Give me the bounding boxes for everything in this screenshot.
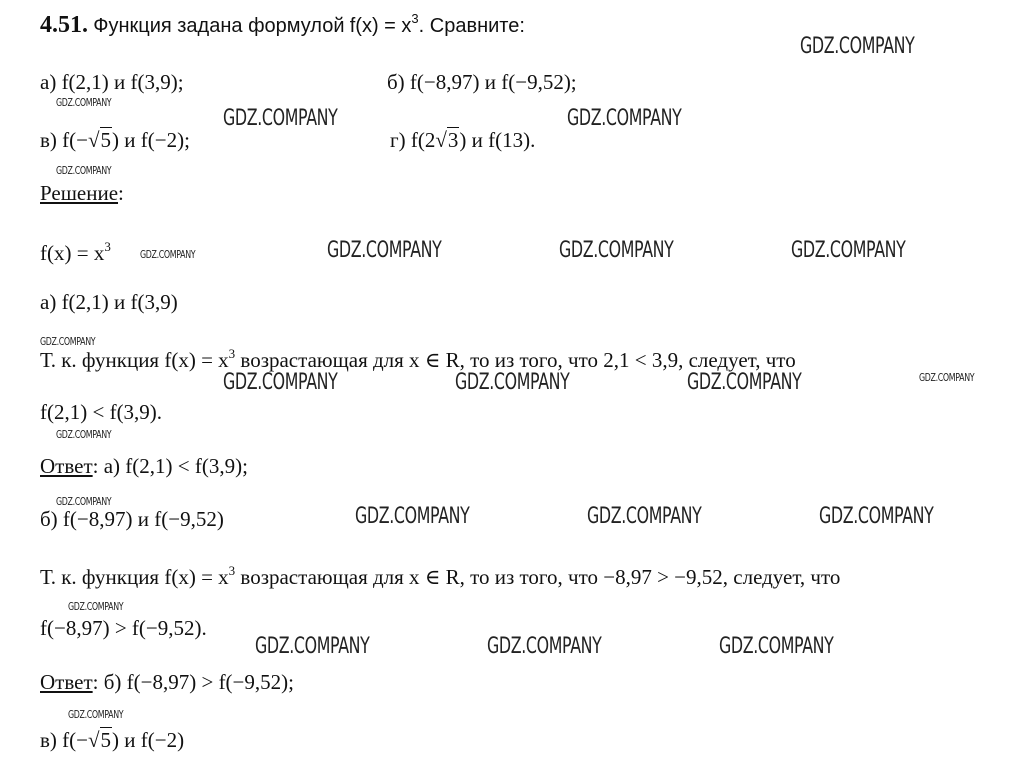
item-a: а) f(2,1) и f(3,9); [40,70,184,94]
part-a-answer: Ответ: а) f(2,1) < f(3,9); [40,454,248,478]
watermark: GDZ.COMPANY [327,238,442,263]
watermark: GDZ.COMPANY [455,370,570,395]
part-b-reason: Т. к. функция $f(x) = x^3$ возрастающая для x ∈ R, то из того, что −8,97 > −9,52, следует, что [40,563,841,589]
watermark: GDZ.COMPANY [791,238,906,263]
watermark: GDZ.COMPANY [56,164,112,177]
part-a-title: а) f(2,1) и f(3,9) [40,290,178,314]
watermark: GDZ.COMPANY [819,504,934,529]
part-a-reason: Т. к. функция $f(x) = x^3$ возрастающая для x ∈ R, то из того, что 2,1 < 3,9, следует, что [40,346,796,372]
watermark: GDZ.COMPANY [140,248,196,261]
item-v: в) f(−√5) и f(−2); [40,128,190,152]
watermark: GDZ.COMPANY [40,335,96,348]
sqrt-symbol: √3 [435,128,459,152]
task-header [40,12,525,37]
watermark: GDZ.COMPANY [919,371,975,384]
solution-function: $f(x) = x^3$ [40,239,111,265]
task-number: 4.51. [40,12,88,38]
sqrt-symbol: √5 [88,728,112,752]
watermark: GDZ.COMPANY [223,370,338,395]
watermark: GDZ.COMPANY [56,428,112,441]
watermark: GDZ.COMPANY [68,600,124,613]
watermark: GDZ.COMPANY [687,370,802,395]
watermark: GDZ.COMPANY [223,106,338,131]
part-v-title: в) f(−√5) и f(−2) [40,728,185,752]
sqrt-symbol: √5 [88,128,112,152]
task-text: Функция задана формулой [93,15,345,37]
watermark: GDZ.COMPANY [567,106,682,131]
item-b: б) f(−8,97) и f(−9,52); [387,70,577,94]
part-a-conclusion: f(2,1) < f(3,9). [40,400,163,424]
item-g: г) f(2√3) и f(13). [390,128,536,152]
part-b-title: б) f(−8,97) и f(−9,52) [40,507,224,531]
watermark: GDZ.COMPANY [255,634,370,659]
task-formula: $f(x) = x^3$. Сравните: [349,11,525,37]
part-b-answer: Ответ: б) f(−8,97) > f(−9,52); [40,670,294,694]
watermark: GDZ.COMPANY [56,96,112,109]
watermark: GDZ.COMPANY [559,238,674,263]
watermark: GDZ.COMPANY [719,634,834,659]
watermark: GDZ.COMPANY [487,634,602,659]
watermark: GDZ.COMPANY [355,504,470,529]
solution-heading: Решение: [40,181,124,205]
part-b-conclusion: f(−8,97) > f(−9,52). [40,616,207,640]
watermark: GDZ.COMPANY [68,708,124,721]
watermark: GDZ.COMPANY [587,504,702,529]
watermark: GDZ.COMPANY [800,34,915,59]
watermark: GDZ.COMPANY [56,495,112,508]
